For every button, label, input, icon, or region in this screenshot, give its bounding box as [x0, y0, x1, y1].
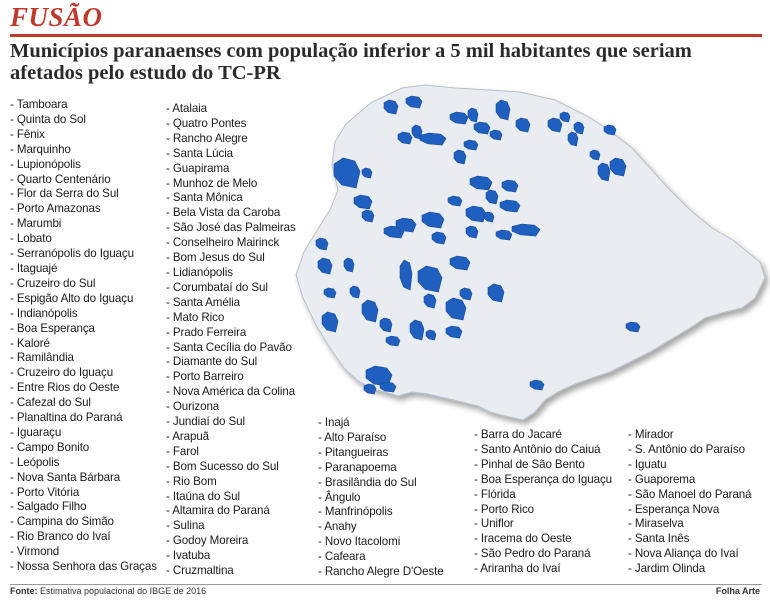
municipality-list-item: - Campina do Simão	[10, 515, 157, 530]
municipality-list-item: - Inajá	[318, 416, 444, 431]
municipality-list-item: - Nova América da Colina	[166, 385, 296, 400]
municipality-list-item: - Anahy	[318, 520, 444, 535]
municipality-list-item: - Nossa Senhora das Graças	[10, 560, 157, 575]
municipality-list-item: - Mirador	[628, 428, 752, 443]
municipality-list-item: - Brasilândia do Sul	[318, 476, 444, 491]
municipality-list-item: - Rio Branco do Ivaí	[10, 530, 157, 545]
municipality-list-item: - Lupionópolis	[10, 158, 157, 173]
municipality-list-item: - Boa Esperança	[10, 322, 157, 337]
municipality-list-item: - Porto Barreiro	[166, 370, 296, 385]
municipality-list-item: - Cruzeiro do Iguaçu	[10, 366, 157, 381]
municipality-list-item: - Rancho Alegre	[166, 132, 296, 147]
municipality-list-item: - Ramilândia	[10, 351, 157, 366]
municipality-list-item: - Pinhal de São Bento	[474, 458, 612, 473]
municipality-list-item: - Ivatuba	[166, 549, 296, 564]
municipality-list-item: - Manfrinópolis	[318, 505, 444, 520]
section-title: FUSÃO	[10, 2, 103, 32]
municipality-list-item: - Diamante do Sul	[166, 355, 296, 370]
municipality-list-item: - Farol	[166, 445, 296, 460]
municipality-list-item: - Marumbi	[10, 217, 157, 232]
municipality-list-item: - Rancho Alegre D'Oeste	[318, 565, 444, 580]
municipality-list-item: - Sulina	[166, 519, 296, 534]
municipality-list-3	[318, 416, 444, 580]
municipality-list-item: - Kaloré	[10, 337, 157, 352]
municipality-list-item: - Nova Aliança do Ivaí	[628, 547, 752, 562]
municipality-list-item: - Guaporema	[628, 473, 752, 488]
municipality-list-item: - Fênix	[10, 128, 157, 143]
municipality-list-item: - Santa Mônica	[166, 191, 296, 206]
municipality-list-item: - Barra do Jacaré	[474, 428, 612, 443]
municipality-list-item: - Virmond	[10, 545, 157, 560]
municipality-list-item: - Conselheiro Mairinck	[166, 236, 296, 251]
municipality-list-item: - Guapirama	[166, 162, 296, 177]
municipality-list-5	[628, 428, 752, 577]
municipality-list-item: - Godoy Moreira	[166, 534, 296, 549]
municipality-list-item: - Iguaraçu	[10, 426, 157, 441]
municipality-list-item: - Tamboara	[10, 98, 157, 113]
municipality-list-item: - Paranapoema	[318, 461, 444, 476]
municipality-list-item: - Planaltina do Paraná	[10, 411, 157, 426]
municipality-list-item: - Quarto Centenário	[10, 173, 157, 188]
footer-rule	[10, 584, 762, 585]
municipality-list-item: - Salgado Filho	[10, 500, 157, 515]
municipality-list-item: - Serranópolis do Iguaçu	[10, 247, 157, 262]
municipality-list-item: - Pitangueiras	[318, 446, 444, 461]
municipality-list-item: - Miraselva	[628, 517, 752, 532]
municipality-list-item: - Flor da Serra do Sul	[10, 187, 157, 202]
municipality-list-item: - Santa Lúcia	[166, 147, 296, 162]
municipality-list-item: - Porto Vitória	[10, 486, 157, 501]
municipality-list-item: - Munhoz de Melo	[166, 177, 296, 192]
municipality-list-item: - Marquinho	[10, 143, 157, 158]
municipality-list-item: - Altamira do Paraná	[166, 504, 296, 519]
municipality-list-item: - Cafeara	[318, 550, 444, 565]
municipality-list-item: - Flórida	[474, 488, 612, 503]
municipality-list-item: - Santa Cecília do Pavão	[166, 341, 296, 356]
municipality-list-item: - Itaúna do Sul	[166, 490, 296, 505]
municipality-list-item: - Porto Amazonas	[10, 202, 157, 217]
municipality-list-item: - Entre Rios do Oeste	[10, 381, 157, 396]
municipality-list-item: - Prado Ferreira	[166, 326, 296, 341]
municipality-list-item: - Jardim Olinda	[628, 562, 752, 577]
municipality-list-item: - Bela Vista da Caroba	[166, 206, 296, 221]
municipality-list-item: - Jundiaí do Sul	[166, 415, 296, 430]
municipality-list-item: - Mato Rico	[166, 311, 296, 326]
municipality-list-item: - Cafezal do Sul	[10, 396, 157, 411]
municipality-list-item: - Alto Paraíso	[318, 431, 444, 446]
municipality-list-item: - São Pedro do Paraná	[474, 547, 612, 562]
headline: Municípios paranaenses com população inferior a 5 mil habitantes que seriam afetados pelo estudo do TC-PR	[10, 40, 692, 84]
municipality-list-item: - Rio Bom	[166, 475, 296, 490]
source-text: Estimativa populacional do IBGE de 2016	[40, 586, 207, 596]
municipality-list-4	[474, 428, 612, 577]
municipality-list-item: - Ariranha do Ivaí	[474, 562, 612, 577]
municipality-list-2	[166, 102, 296, 579]
municipality-list-item: - Quatro Pontes	[166, 117, 296, 132]
municipality-list-item: - Uniflor	[474, 517, 612, 532]
municipality-list-item: - Atalaia	[166, 102, 296, 117]
municipality-list-item: - Arapuã	[166, 430, 296, 445]
municipality-list-item: - Bom Sucesso do Sul	[166, 460, 296, 475]
municipality-list-item: - Lobato	[10, 232, 157, 247]
municipality-list-item: - Espigão Alto do Iguaçu	[10, 292, 157, 307]
municipality-list-item: - Esperança Nova	[628, 503, 752, 518]
municipality-list-item: - Iracema do Oeste	[474, 532, 612, 547]
municipality-list-item: - Santa Amélia	[166, 296, 296, 311]
municipality-list-item: - São José das Palmeiras	[166, 221, 296, 236]
municipality-list-item: - Leópolis	[10, 456, 157, 471]
municipality-list-item: - Indianópolis	[10, 307, 157, 322]
municipality-list-item: - Nova Santa Bárbara	[10, 471, 157, 486]
municipality-list-item: - S. Antônio do Paraíso	[628, 443, 752, 458]
municipality-list-item: - Santo Antônio do Caiuá	[474, 443, 612, 458]
municipality-list-item: - Iguatu	[628, 458, 752, 473]
municipality-list-item: - Ourizona	[166, 400, 296, 415]
municipality-list-item: - Campo Bonito	[10, 441, 157, 456]
municipality-list-item: - Porto Rico	[474, 503, 612, 518]
municipality-list-item: - Cruzmaltina	[166, 564, 296, 579]
municipality-list-item: - São Manoel do Paraná	[628, 488, 752, 503]
municipality-list-item: - Itaguajé	[10, 262, 157, 277]
municipality-list-item: - Ângulo	[318, 491, 444, 506]
municipality-list-item: - Quinta do Sol	[10, 113, 157, 128]
municipality-shape	[364, 384, 376, 394]
source-note	[10, 586, 206, 596]
municipality-list-item: - Lidianópolis	[166, 266, 296, 281]
municipality-list-item: - Boa Esperança do Iguaçu	[474, 473, 612, 488]
municipality-list-item: - Novo Itacolomi	[318, 535, 444, 550]
municipality-list-item: - Santa Inês	[628, 532, 752, 547]
municipality-list-item: - Corumbataí do Sul	[166, 281, 296, 296]
source-label: Fonte:	[10, 586, 38, 596]
credit: Folha Arte	[715, 586, 760, 596]
municipality-list-item: - Bom Jesus do Sul	[166, 251, 296, 266]
municipality-list-1	[10, 98, 157, 575]
municipality-list-item: - Cruzeiro do Sul	[10, 277, 157, 292]
